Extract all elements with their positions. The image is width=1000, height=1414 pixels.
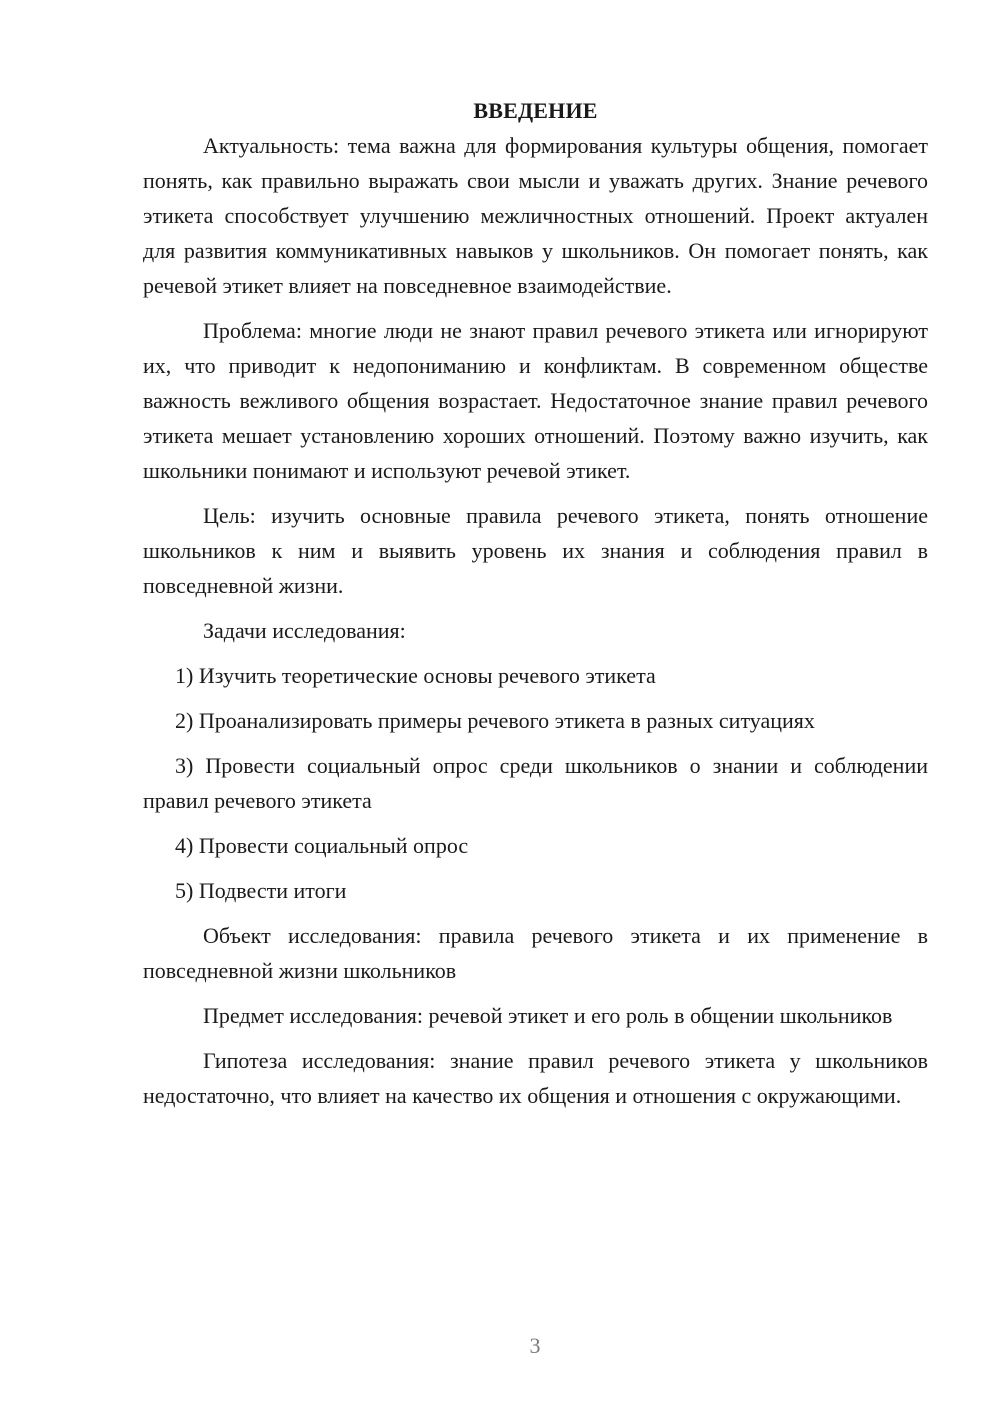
task-item-2: 2) Проанализировать примеры речевого этикета в разных ситуациях [175, 708, 815, 733]
paragraph-goal: Цель: изучить основные правила речевого этикета, понять отношение школьников к ним и выявить уровень их знания и соблюдения правил в повседневной жизни. [143, 503, 928, 598]
document-title: ВВЕДЕНИЕ [473, 98, 598, 123]
task-item-3: 3) Провести социальный опрос среди школьников о знании и соблюдении правил речевого этикета [143, 753, 928, 813]
document-page [143, 96, 928, 1123]
task-item-4: 4) Провести социальный опрос [175, 833, 469, 858]
paragraph-problem: Проблема: многие люди не знают правил речевого этикета или игнорируют их, что приводит к недопониманию и конфликтам. В современном обществе важность вежливого общения возрастает. Недостаточное знание правил речевого этикета мешает установлению хороших отношений. Поэтому важно изучить, как школьники понимают и используют речевой этикет. [143, 318, 928, 483]
task-item-1: 1) Изучить теоретические основы речевого этикета [175, 663, 656, 688]
paragraph-tasks-heading: Задачи исследования: [203, 618, 406, 643]
page-number: 3 [529, 1333, 541, 1358]
paragraph-object: Объект исследования: правила речевого этикета и их применение в повседневной жизни школьников [143, 923, 928, 983]
paragraph-relevance: Актуальность: тема важна для формирования культуры общения, помогает понять, как правильно выражать свои мысли и уважать других. Знание речевого этикета способствует улучшению межличностных отношений. Проект актуален для развития коммуникативных навыков у школьников. Он помогает понять, как речевой этикет влияет на повседневное взаимодействие. [143, 133, 928, 298]
paragraph-hypothesis: Гипотеза исследования: знание правил речевого этикета у школьников недостаточно, что влияет на качество их общения и отношения с окружающими. [143, 1048, 928, 1108]
task-item-5: 5) Подвести итоги [175, 878, 347, 903]
paragraph-subject: Предмет исследования: речевой этикет и его роль в общении школьников [203, 1003, 893, 1028]
